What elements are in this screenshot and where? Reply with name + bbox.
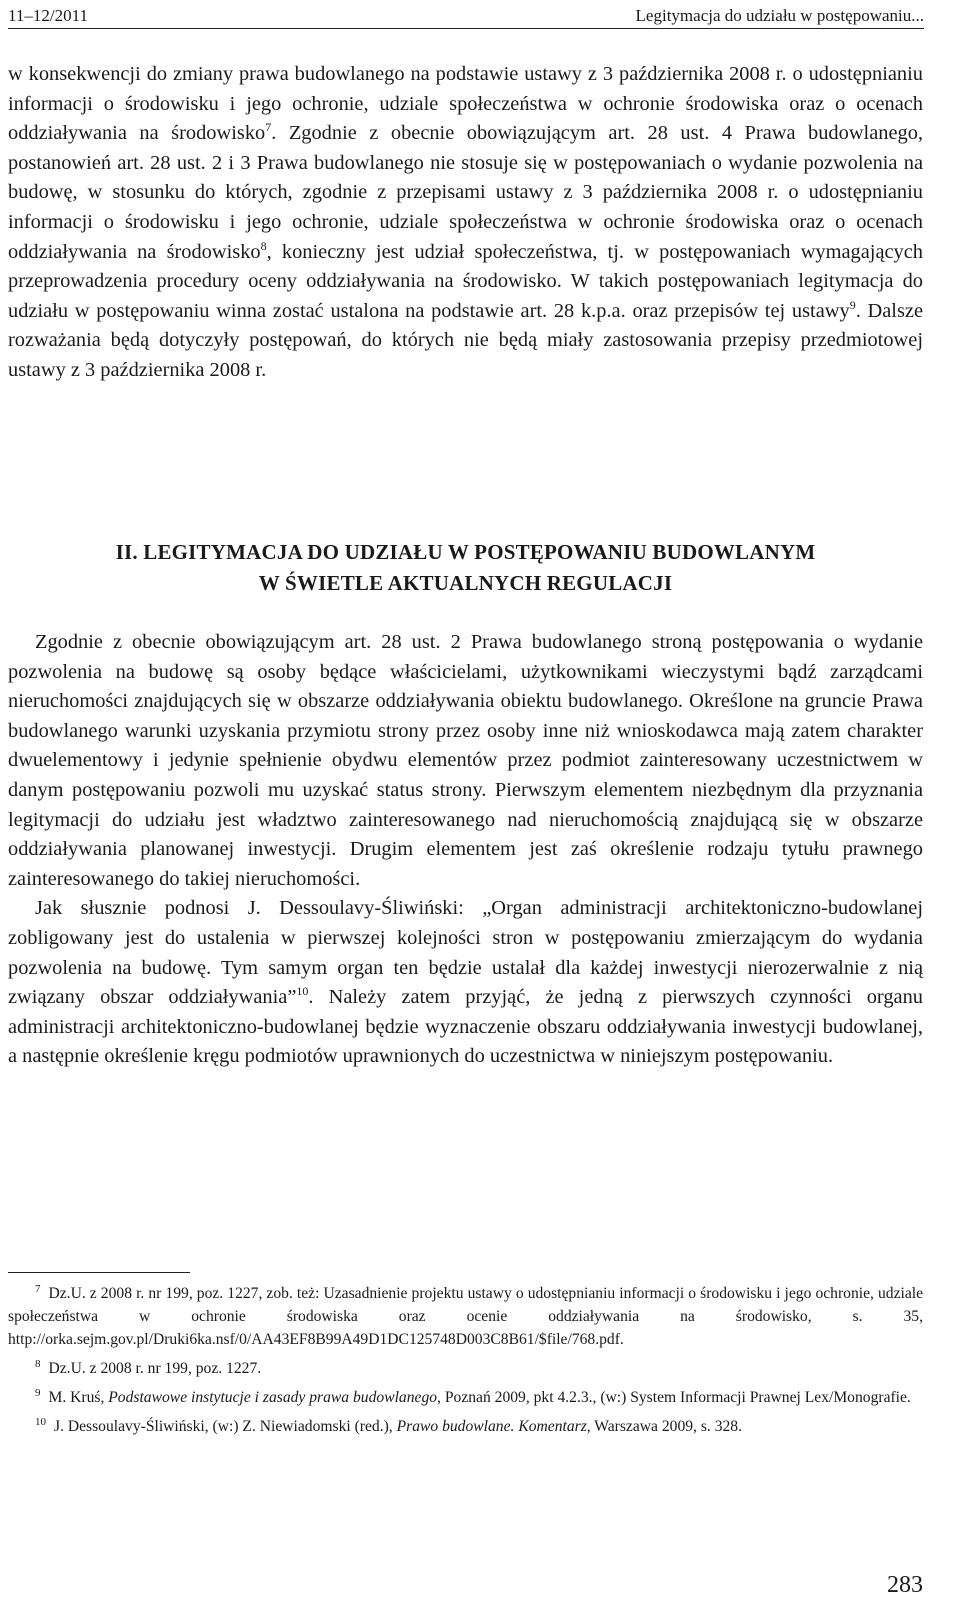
body-paragraph-1: Zgodnie z obecnie obowiązującym art. 28 ust. 2 Prawa budowlanego stroną postępowania o wydanie pozwolenia na budowę są osoby będące właścicielami, użytkownikami wieczystymi bądź zarządcami nieruchomości znajdujących się w obszarze oddziaływania obiektu budowlanego. Określone na gruncie Prawa budowlanego warunki uzyskania przymiotu strony przez osoby inne niż wnioskodawca mają zatem charakter dwuelementowy i jedynie spełnienie obydwu elementów przez podmiot zainteresowany uczestnictwem w danym postępowaniu pozwoli mu uzyskać status strony. Pierwszym elementem niezbędnym dla przyznania legitymacji do udziału jest władztwo zainteresowanego nad nieruchomością znajdującą się w obszarze oddziaływania planowanej inwestycji. Drugim elementem jest zaś określenie rodzaju tytułu prawnego zainteresowanego do takiej nieruchomości. (8, 631, 923, 890)
footnote-ref-7[interactable]: 7 (265, 120, 272, 135)
footnote-book-title: Podstawowe instytucje i zasady prawa budowlanego (108, 1389, 438, 1406)
footnote-text: Dz.U. z 2008 r. nr 199, poz. 1227, zob. też: Uzasadnienie projektu ustawy o udostępnianiu informacji o środowisku i jego ochronie, udziale społeczeństwa w ochronie środowiska oraz ocenie oddziaływania na środowisko, s. 35, http://orka.sejm.gov.pl/Druki6ka.nsf/0/AA43EF8B99A49D1DC125748D003C8B61/$file/768.pdf. (8, 1285, 923, 1348)
footnote-separator (8, 1272, 190, 1273)
footnote-text: Dz.U. z 2008 r. nr 199, poz. 1227. (48, 1360, 262, 1377)
intro-text-part-3: , konieczny jest udział społeczeństwa, tj. w postępowaniach wymagających przeprowadzenia procedury oceny oddziaływania na środowisko. W takich postępowaniach legitymacja do udziału w postępowaniu winna zostać ustalona na podstawie art. 28 k.p.a. oraz przepisów tej ustawy (8, 240, 923, 322)
footnote-ref-8[interactable]: 8 (260, 238, 267, 253)
footnote-ref-10[interactable]: 10 (296, 984, 309, 999)
section-heading (8, 537, 923, 599)
section-body (8, 628, 923, 1072)
body-paragraph-2-part-1: Jak słusznie podnosi J. Dessoulavy-Śliwiński: „Organ administracji architektoniczno-budowlanej zobligowany jest do ustalenia w pierwszej kolejności stron w postępowaniu zmierzającym do wydania pozwolenia na budowę. Tym samym organ ten będzie ustalał dla każdej inwestycji nierozerwalnie z nią związany obszar oddziaływania” (8, 897, 923, 1009)
intro-paragraph (8, 60, 923, 386)
issue-number: 11–12/2011 (8, 6, 88, 25)
intro-text-part-1: w konsekwencji do zmiany prawa budowlanego na podstawie ustawy z 3 października 2008 r. o udostępnianiu informacji o środowisku i jego ochronie, udziale społeczeństwa w ochronie środowiska oraz o ocenach oddziaływania na środowisko (8, 63, 923, 145)
footnote-text-pre: M. Kruś, (48, 1389, 109, 1406)
footnote-number: 9 (35, 1386, 41, 1399)
footnotes (8, 1282, 923, 1444)
running-header (8, 4, 924, 29)
footnote-9 (8, 1386, 923, 1409)
article-short-title: Legitymacja do udziału w postępowaniu... (635, 6, 924, 25)
page-number: 283 (887, 1572, 923, 1598)
intro-text (8, 60, 923, 386)
intro-text-part-4: . Dalsze rozważania będą dotyczyły postępowań, do których nie będą miały zastosowania przepisy przedmiotowej ustawy z 3 października 2008 r. (8, 299, 923, 381)
intro-text-part-2: . Zgodnie z obecnie obowiązującym art. 28 ust. 4 Prawa budowlanego, postanowień art. 28 ust. 2 i 3 Prawa budowlanego nie stosuje się w postępowaniach o wydanie pozwolenia na budowę, w stosunku do których, zgodnie z przepisami ustawy z 3 października 2008 r. o udostępnianiu informacji o środowisku i jego ochronie, udziale społeczeństwa w ochronie środowiska oraz o ocenach oddziaływania na środowisko (8, 122, 923, 263)
footnote-number: 8 (35, 1357, 41, 1370)
footnote-book-title: Prawo budowlane. Komentarz (396, 1418, 587, 1435)
footnote-ref-9[interactable]: 9 (849, 297, 856, 312)
footnote-8 (8, 1357, 923, 1380)
footnote-text-pre: J. Dessoulavy-Śliwiński, (w:) Z. Niewiadomski (red.), (54, 1418, 397, 1435)
body-paragraph-2 (8, 894, 923, 1072)
footnote-number: 7 (35, 1282, 41, 1295)
footnote-number: 10 (35, 1415, 46, 1428)
footnote-text-post: , Poznań 2009, pkt 4.2.3., (w:) System Informacji Prawnej Lex/Monografie. (437, 1389, 911, 1406)
footnote-7 (8, 1282, 923, 1351)
footnote-text-post: , Warszawa 2009, s. 328. (586, 1418, 742, 1435)
section-heading-line-2: W ŚWIETLE AKTUALNYCH REGULACJI (258, 571, 673, 595)
body-paragraph-2-part-2: . Należy zatem przyjąć, że jedną z pierwszych czynności organu administracji architektoniczno-budowlanej będzie wyznaczenie obszaru oddziaływania inwestycji budowlanej, a następnie określenie kręgu podmiotów uprawnionych do uczestnictwa w niniejszym postępowaniu. (8, 986, 923, 1068)
footnote-10 (8, 1415, 923, 1438)
section-heading-line-1: II. LEGITYMACJA DO UDZIAŁU W POSTĘPOWANIU BUDOWLANYM (115, 540, 816, 564)
